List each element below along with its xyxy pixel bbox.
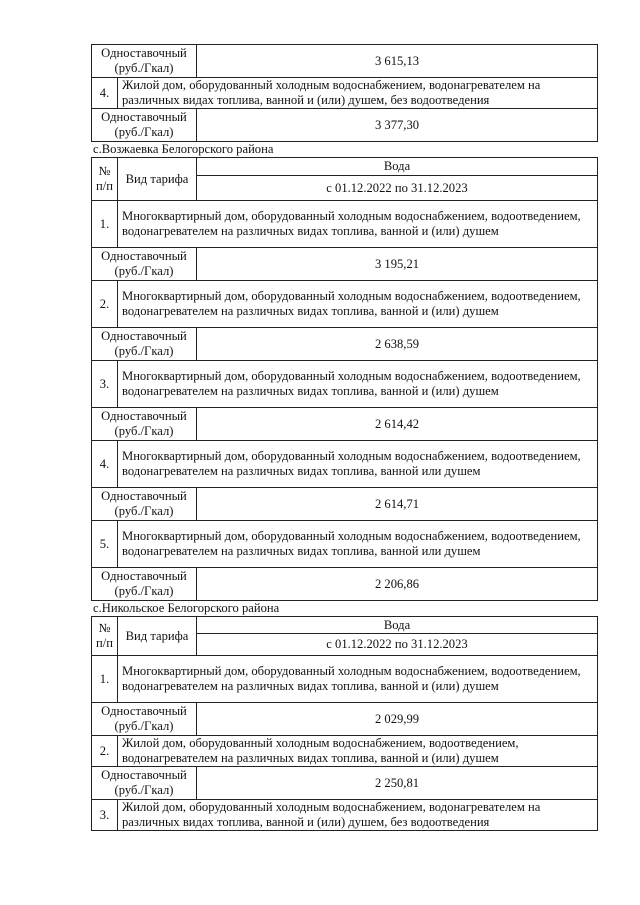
rate-label: Одноставочный (руб./Гкал)	[92, 45, 197, 78]
rate-label: Одноставочный (руб./Гкал)	[92, 328, 197, 361]
rate-row	[92, 109, 598, 142]
rate-value: 2 638,59	[197, 328, 598, 361]
rate-value: 2 614,42	[197, 408, 598, 441]
rate-value: 2 029,99	[197, 703, 598, 736]
rate-row	[92, 45, 598, 78]
rate-row	[92, 488, 598, 521]
header-tariff-type: Вид тарифа	[118, 158, 197, 201]
rate-label: Одноставочный (руб./Гкал)	[92, 248, 197, 281]
rate-row	[92, 328, 598, 361]
rate-row	[92, 568, 598, 601]
consumer-row	[92, 800, 598, 831]
rate-row	[92, 248, 598, 281]
tariff-table-continued	[91, 44, 598, 142]
consumer-row	[92, 521, 598, 568]
consumer-row	[92, 281, 598, 328]
tariff-table-vozzhaevka	[91, 157, 598, 601]
row-number: 1.	[92, 656, 118, 703]
consumer-description: Жилой дом, оборудованный холодным водоснабжением, водонагревателем на различных видах топлива, ванной и (или) душем, без водоотведения	[118, 800, 598, 831]
rate-row	[92, 703, 598, 736]
table-header-row	[92, 617, 598, 634]
rate-label: Одноставочный (руб./Гкал)	[92, 703, 197, 736]
consumer-description: Многоквартирный дом, оборудованный холодным водоснабжением, водоотведением, водонагревателем на различных видах топлива, ванной и (или) душем	[118, 656, 598, 703]
location-heading: с.Возжаевка Белогорского района	[93, 142, 274, 156]
rate-value: 2 206,86	[197, 568, 598, 601]
tariff-table-nikolskoe	[91, 616, 598, 831]
header-tariff-type: Вид тарифа	[118, 617, 197, 656]
row-number: 4.	[92, 441, 118, 488]
consumer-row	[92, 736, 598, 767]
rate-value: 3 377,30	[197, 109, 598, 142]
consumer-row	[92, 78, 598, 109]
row-number: 4.	[92, 78, 118, 109]
consumer-description: Многоквартирный дом, оборудованный холодным водоснабжением, водоотведением, водонагревателем на различных видах топлива, ванной и (или) душем	[118, 201, 598, 248]
consumer-row	[92, 441, 598, 488]
consumer-description: Многоквартирный дом, оборудованный холодным водоснабжением, водоотведением, водонагревателем на различных видах топлива, ванной или душем	[118, 441, 598, 488]
tariff-document	[91, 44, 598, 831]
row-number: 2.	[92, 736, 118, 767]
consumer-description: Многоквартирный дом, оборудованный холодным водоснабжением, водоотведением, водонагревателем на различных видах топлива, ванной и (или) душем	[118, 361, 598, 408]
consumer-description: Многоквартирный дом, оборудованный холодным водоснабжением, водоотведением, водонагревателем на различных видах топлива, ванной или душем	[118, 521, 598, 568]
header-water: Вода	[197, 158, 598, 176]
rate-value: 3 615,13	[197, 45, 598, 78]
rate-label: Одноставочный (руб./Гкал)	[92, 488, 197, 521]
header-period: с 01.12.2022 по 31.12.2023	[197, 634, 598, 656]
rate-value: 2 250,81	[197, 767, 598, 800]
rate-row	[92, 408, 598, 441]
consumer-description: Многоквартирный дом, оборудованный холодным водоснабжением, водоотведением, водонагревателем на различных видах топлива, ванной и (или) душем	[118, 281, 598, 328]
header-water: Вода	[197, 617, 598, 634]
rate-value: 3 195,21	[197, 248, 598, 281]
row-number: 5.	[92, 521, 118, 568]
row-number: 3.	[92, 361, 118, 408]
consumer-row	[92, 361, 598, 408]
rate-label: Одноставочный (руб./Гкал)	[92, 408, 197, 441]
header-number: № п/п	[92, 617, 118, 656]
consumer-row	[92, 201, 598, 248]
header-number: № п/п	[92, 158, 118, 201]
rate-label: Одноставочный (руб./Гкал)	[92, 568, 197, 601]
consumer-row	[92, 656, 598, 703]
rate-value: 2 614,71	[197, 488, 598, 521]
rate-row	[92, 767, 598, 800]
rate-label: Одноставочный (руб./Гкал)	[92, 767, 197, 800]
row-number: 2.	[92, 281, 118, 328]
location-heading: с.Никольское Белогорского района	[93, 601, 280, 615]
row-number: 1.	[92, 201, 118, 248]
table-header-row	[92, 158, 598, 176]
rate-label: Одноставочный (руб./Гкал)	[92, 109, 197, 142]
row-number: 3.	[92, 800, 118, 831]
header-period: с 01.12.2022 по 31.12.2023	[197, 176, 598, 201]
consumer-description: Жилой дом, оборудованный холодным водоснабжением, водонагревателем на различных видах топлива, ванной и (или) душем, без водоотведения	[118, 78, 598, 109]
consumer-description: Жилой дом, оборудованный холодным водоснабжением, водоотведением, водонагревателем на различных видах топлива, ванной и (или) душем	[118, 736, 598, 767]
